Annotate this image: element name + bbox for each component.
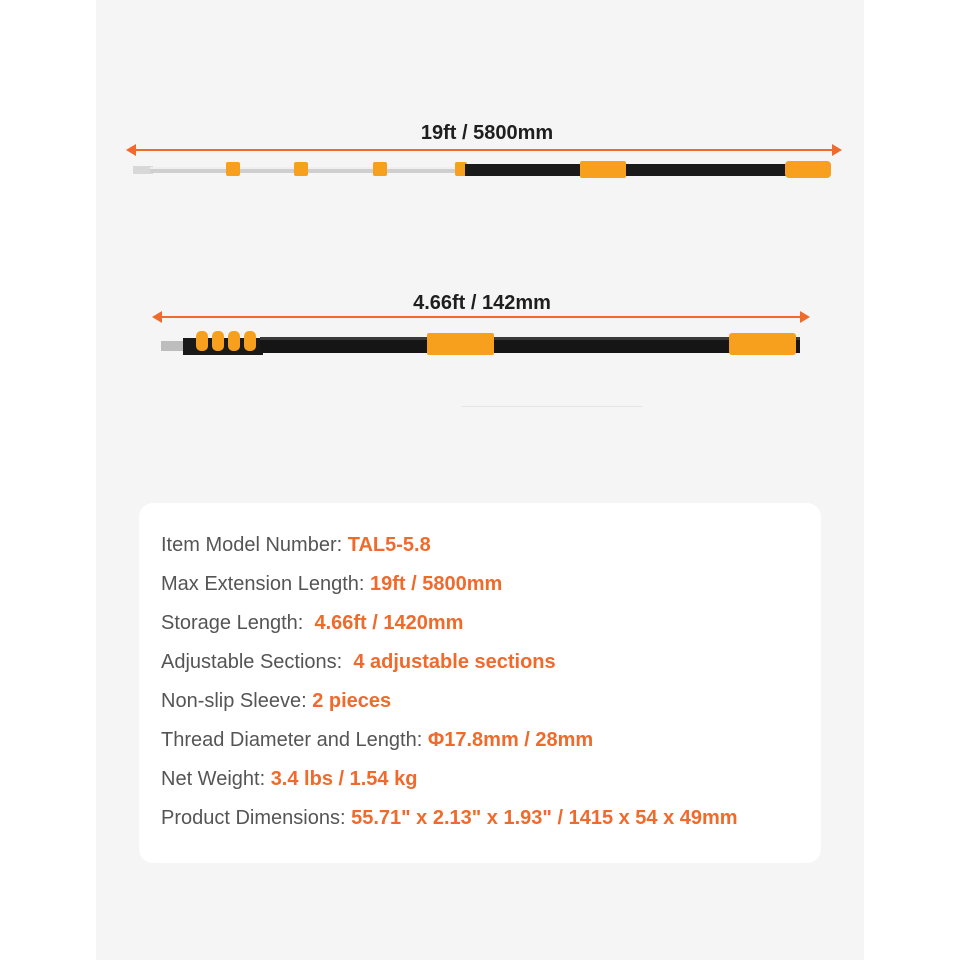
spec-label: Adjustable Sections: xyxy=(161,651,354,673)
spec-row-weight xyxy=(161,767,417,791)
grip-sleeve xyxy=(580,161,626,178)
spec-value: 3.4 lbs / 1.54 kg xyxy=(270,768,418,790)
lock-clamp xyxy=(373,162,387,176)
black-main-section xyxy=(465,164,795,176)
spec-label: Net Weight: xyxy=(161,768,271,790)
spec-value: 55.71" x 2.13" x 1.93" / 1415 x 54 x 49mm xyxy=(351,807,738,829)
storage-length-label: 4.66ft / 142mm xyxy=(413,292,551,314)
extended-pole xyxy=(133,161,831,178)
lock-clamp xyxy=(244,331,256,351)
lock-clamp xyxy=(196,331,208,351)
spec-value: 19ft / 5800mm xyxy=(370,573,503,595)
storage-length-arrow xyxy=(154,316,808,318)
end-grip-sleeve xyxy=(729,333,796,355)
spec-value: 4 adjustable sections xyxy=(353,651,556,673)
spec-card xyxy=(139,503,821,863)
spec-value: 4.66ft / 1420mm xyxy=(314,612,464,634)
lock-clamp xyxy=(294,162,308,176)
end-grip-sleeve xyxy=(785,161,831,178)
spec-label: Storage Length: xyxy=(161,612,315,634)
extended-length-label: 19ft / 5800mm xyxy=(420,122,554,144)
thread-tip xyxy=(161,341,185,351)
spec-row-adjustable-sections xyxy=(161,650,556,674)
lock-clamp xyxy=(212,331,224,351)
spec-row-sleeve xyxy=(161,689,391,713)
grip-sleeve xyxy=(427,333,494,355)
lock-clamp xyxy=(226,162,240,176)
spec-row-storage-length xyxy=(161,611,463,635)
spec-label: Thread Diameter and Length: xyxy=(161,729,428,751)
spec-row-dimensions xyxy=(161,806,738,830)
lock-clamp xyxy=(228,331,240,351)
spec-label: Non-slip Sleeve: xyxy=(161,690,313,712)
spec-row-max-extension xyxy=(161,572,502,596)
storage-pole xyxy=(161,331,800,407)
spec-row-thread xyxy=(161,728,593,752)
spec-label: Max Extension Length: xyxy=(161,573,371,595)
spec-value: 2 pieces xyxy=(312,690,392,712)
spec-label: Product Dimensions: xyxy=(161,807,352,829)
spec-label: Item Model Number: xyxy=(161,534,348,556)
spec-value: TAL5-5.8 xyxy=(347,534,431,556)
spec-value: Φ17.8mm / 28mm xyxy=(427,729,594,751)
spec-row-model xyxy=(161,533,431,557)
